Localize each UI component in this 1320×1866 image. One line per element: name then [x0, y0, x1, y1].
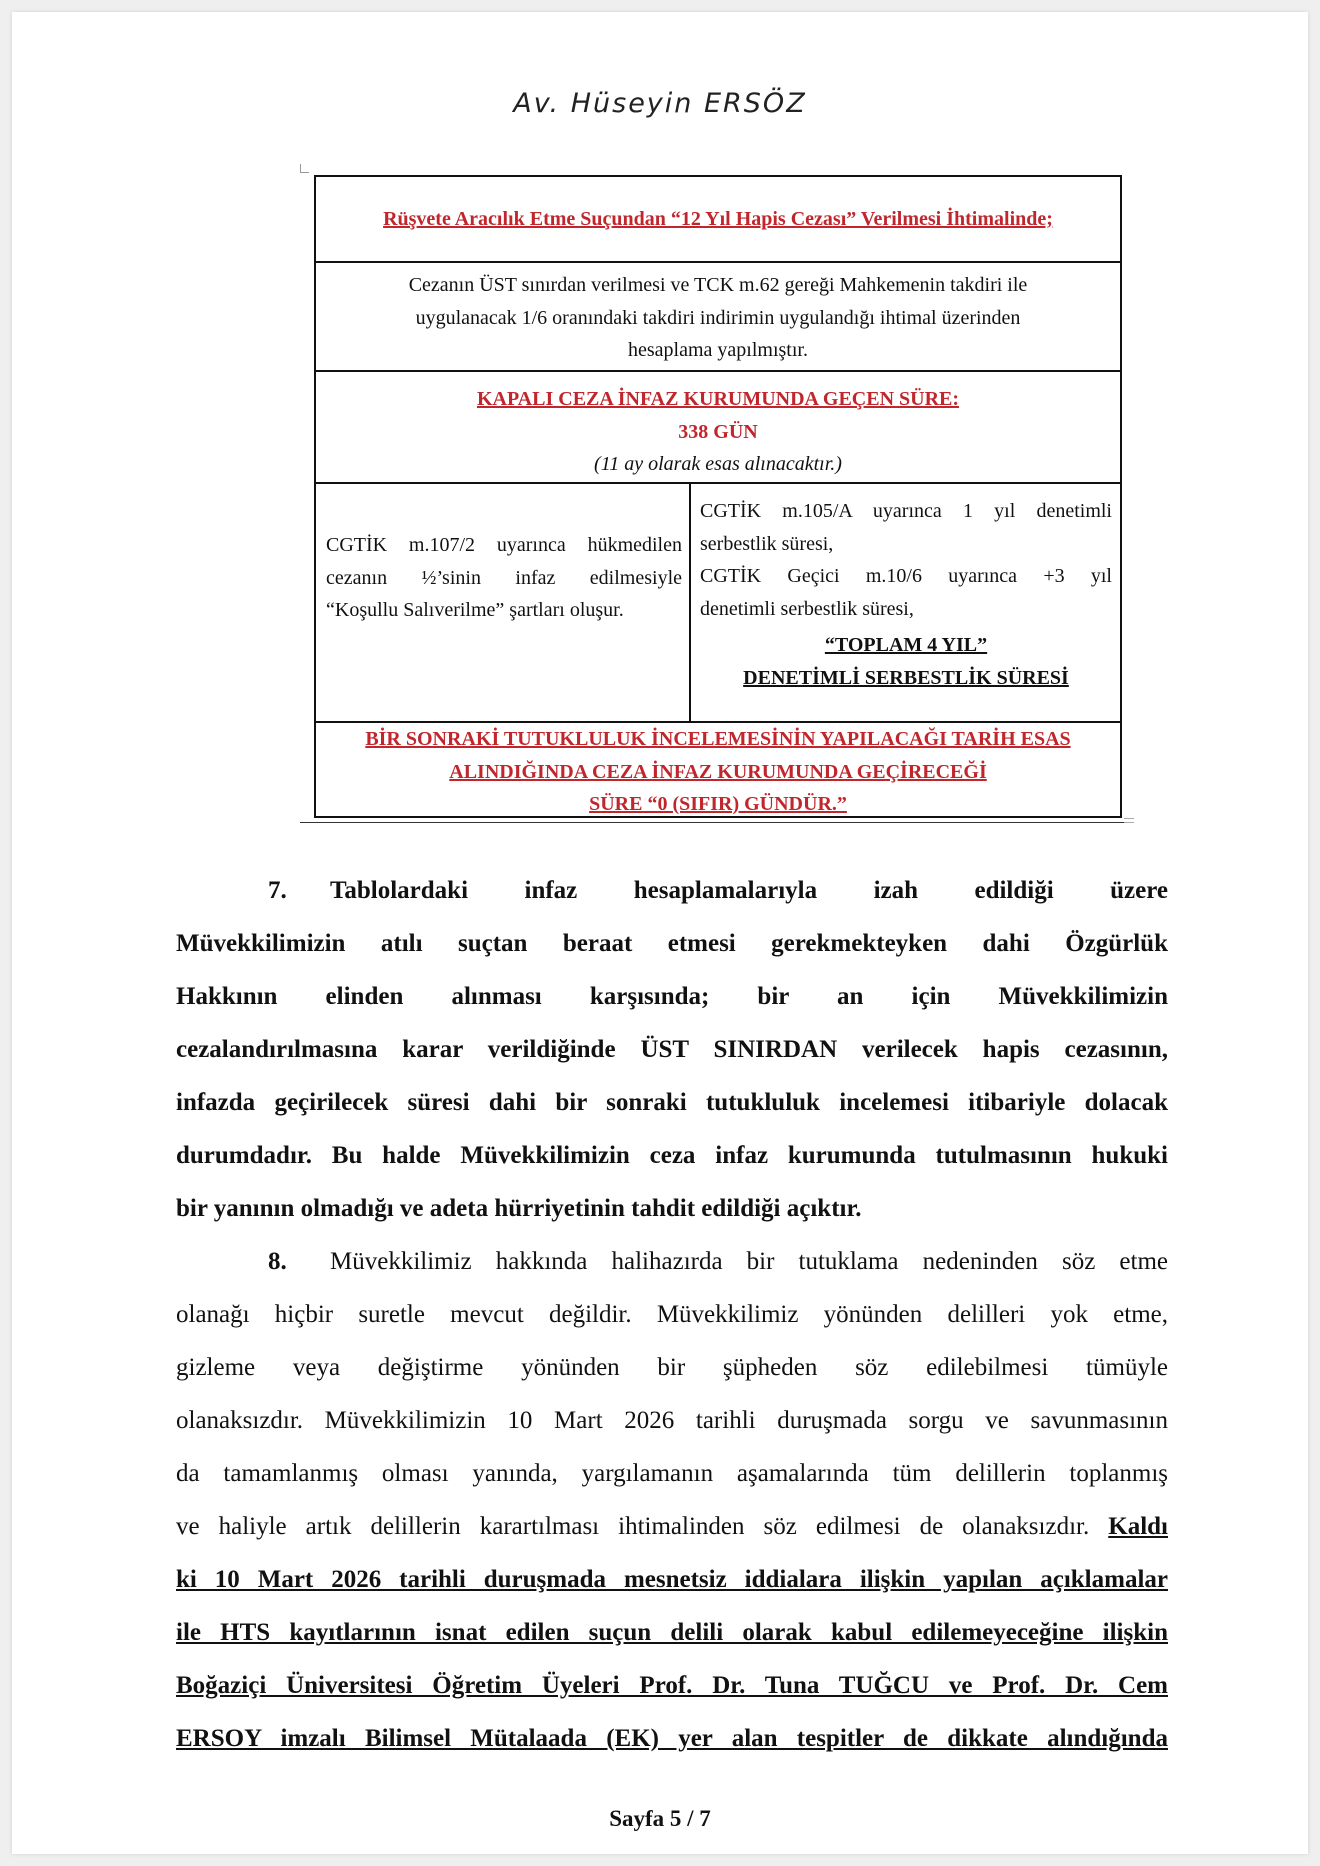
left-cell-line: “Koşullu Salıverilme” şartları oluşur.: [326, 599, 624, 621]
right-cell-line: serbestlik süresi,: [700, 532, 834, 555]
right-cell-line: denetimli serbestlik süresi,: [700, 597, 914, 620]
table-end-mark: [1124, 818, 1134, 823]
paragraph-7-line: bir yanının olmadığı ve adeta hürriyetinin tahdit edildiği açıktır.: [176, 1195, 862, 1222]
paragraph-8-bold-line: ki 10 Mart 2026 tarihli duruşmada mesnetsiz iddialara ilişkin yapılan açıklamalar: [176, 1566, 1168, 1593]
explanation-line: uygulanacak 1/6 oranındaki takdiri indirimin uygulandığı ihtimal üzerinden: [415, 306, 1021, 329]
explanation-line: hesaplama yapılmıştır.: [628, 339, 808, 361]
paragraph-7-line: Hakkının elinden alınması karşısında; bir an için Müvekkilimizin: [176, 983, 1168, 1010]
table-divider: [316, 482, 1120, 484]
table-conclusion-row: [316, 723, 1120, 821]
table-time-row: [316, 383, 1120, 481]
table-title-row: [316, 203, 1120, 236]
paragraph-8-line: olanaksızdır. Müvekkilimizin 10 Mart 2026 tarihli duruşmada sorgu ve savunmasının: [176, 1407, 1168, 1434]
paragraph-8-line: olanağı hiçbir suretle mevcut değildir. Müvekkilimiz yönünden delilleri yok etme,: [176, 1301, 1168, 1328]
conclusion-line: SÜRE “0 (SIFIR) GÜNDÜR.”: [589, 793, 847, 815]
paragraph-7-first-line: 7. Tablolardaki infaz hesaplamalarıyla izah edildiği üzere: [176, 864, 1168, 917]
page-header-author: Av. Hüseyin ERSÖZ: [513, 88, 807, 119]
table-column-divider: [689, 484, 691, 721]
paragraph-7-line: cezalandırılmasına karar verildiğinde ÜST SINIRDAN verilecek hapis cezasının,: [176, 1036, 1168, 1063]
table-explanation-row: [316, 269, 1120, 367]
paragraph-8-line: gizleme veya değiştirme yönünden bir şüpheden söz edilebilmesi tümüyle: [176, 1354, 1168, 1381]
paragraph-8-bold-line: ERSOY imzalı Bilimsel Mütalaada (EK) yer alan tespitler de dikkate alındığında: [176, 1725, 1168, 1752]
conclusion-line: ALINDIĞINDA CEZA İNFAZ KURUMUNDA GEÇİRECEĞİ: [449, 760, 987, 783]
paragraph-7-line: infazda geçirilecek süresi dahi bir sonraki tutukluluk incelemesi itibariyle dolacak: [176, 1089, 1168, 1116]
paragraph-7-line: durumdadır. Bu halde Müvekkilimizin ceza infaz kurumunda tutulmasının hukuki: [176, 1142, 1168, 1169]
left-cell-line: cezanın ½’sinin infaz edilmesiyle: [326, 566, 682, 589]
paragraph-8-bold-line: Boğaziçi Üniversitesi Öğretim Üyeleri Prof. Dr. Tuna TUĞCU ve Prof. Dr. Cem: [176, 1672, 1168, 1699]
table-title: Rüşvete Aracılık Etme Suçundan “12 Yıl Hapis Cezası” Verilmesi İhtimalinde;: [383, 208, 1053, 230]
table-divider: [316, 261, 1120, 263]
document-page: [12, 12, 1308, 1854]
probation-total-label: DENETİMLİ SERBESTLİK SÜRESİ: [743, 666, 1069, 689]
paragraph-8-bold-line: ile HTS kayıtlarının isnat edilen suçun delili olarak kabul edilemeyeceğine ilişkin: [176, 1619, 1168, 1646]
paragraph-8-mixed-line: ve haliyle artık delillerin karartılması ihtimalinden söz edilmesi de olanaksızdır. Kaldı: [176, 1513, 1168, 1540]
table-divider: [316, 370, 1120, 372]
paragraph-8-line: da tamamlanmış olması yanında, yargılamanın aşamalarında tüm delillerin toplanmış: [176, 1460, 1168, 1487]
time-note: (11 ay olarak esas alınacaktır.): [594, 453, 842, 475]
table-anchor-mark: [300, 164, 309, 173]
sentence-calculation-table: [314, 175, 1122, 818]
right-cell-line: CGTİK m.105/A uyarınca 1 yıl denetimli: [700, 500, 1112, 522]
probation-total: “TOPLAM 4 YIL”: [824, 634, 988, 656]
body-text: [176, 864, 1168, 1765]
table-bottom-rule: [300, 822, 1134, 823]
conditional-release-cell: [326, 529, 682, 627]
explanation-line: Cezanın ÜST sınırdan verilmesi ve TCK m.62 gereği Mahkemenin takdiri ile: [408, 274, 1028, 296]
probation-cell: [700, 495, 1112, 694]
page-number: Sayfa 5 / 7: [609, 1806, 711, 1831]
right-cell-line: CGTİK Geçici m.10/6 uyarınca +3 yıl: [700, 565, 1112, 587]
paragraph-7-line: Müvekkilimizin atılı suçtan beraat etmesi gerekmekteyken dahi Özgürlük: [176, 930, 1168, 957]
conclusion-line: BİR SONRAKİ TUTUKLULUK İNCELEMESİNİN YAPILACAĞI TARİH ESAS: [365, 728, 1071, 750]
time-value: 338 GÜN: [678, 420, 758, 443]
paragraph-8-first-line: 8. Müvekkilimiz hakkında halihazırda bir tutuklama nedeninden söz etme: [176, 1235, 1168, 1288]
left-cell-line: CGTİK m.107/2 uyarınca hükmedilen: [326, 534, 682, 556]
time-heading: KAPALI CEZA İNFAZ KURUMUNDA GEÇEN SÜRE:: [476, 388, 960, 410]
paragraph-number: 7.: [268, 877, 287, 904]
paragraph-number: 8.: [268, 1248, 287, 1275]
